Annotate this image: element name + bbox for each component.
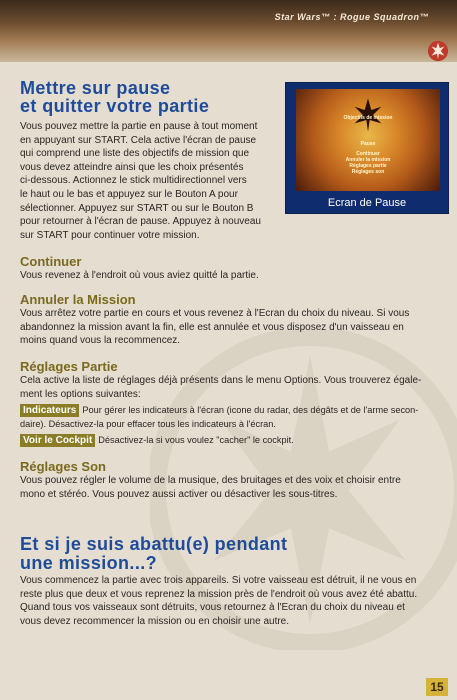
continuer-text: Vous revenez à l'endroit où vous aviez quitté la partie.: [20, 270, 259, 281]
reglages-son-line: mono et stéréo. Vous pouvez aussi activer ou désactiver les sous-titres.: [20, 488, 338, 500]
annuler-line: abandonnez la mission avant la fin, elle est annulée et vous disposez d'un vaisseau en: [20, 321, 404, 333]
screen-menu-reglages-partie: Réglages partie: [349, 163, 387, 169]
reglages-partie-paragraph: [20, 374, 445, 401]
reglages-son-line: Vous pouvez régler le volume de la musique, des bruitages et des voix et choisir entre: [20, 475, 401, 486]
intro-line: en appuyant sur START. Cela active l'écran de pause: [20, 134, 257, 146]
intro-line: sélectionner. Appuyez sur START ou sur le Bouton B: [20, 202, 254, 214]
intro-line: sur START pour continuer votre mission.: [20, 229, 200, 241]
pause-intro-paragraph: [20, 120, 282, 242]
indicateurs-tag: Indicateurs: [20, 404, 79, 417]
heading-continuer: Continuer: [20, 254, 82, 269]
intro-line: ci-dessous. Actionnez le stick multidirectionnel vers: [20, 175, 247, 187]
section-heading-abattu-line1: Et si je suis abattu(e) pendant: [20, 534, 288, 554]
abattu-line: vous devez recommencer la mission ou en choisir une autre.: [20, 615, 290, 627]
screen-menu-continuer: Continuer: [356, 151, 380, 157]
intro-line: pour retourner à l'écran de pause. Appuyez à nouveau: [20, 216, 261, 228]
intro-line: vous devez atteindre ainsi que les choix présentés: [20, 161, 244, 173]
abattu-line: Vous commencez la partie avec trois appareils. Si votre vaisseau est détruit, il ne vous en: [20, 575, 417, 586]
annuler-line: moins quand vous la recommencez.: [20, 335, 181, 347]
intro-line: Vous pouvez mettre la partie en pause à tout moment: [20, 121, 258, 132]
intro-line: qui comprend une liste des objectifs de mission que: [20, 148, 250, 160]
indicateurs-line1: [20, 404, 445, 418]
annuler-paragraph: [20, 307, 445, 348]
intro-line: le haut ou le bas et appuyez sur le Bouton A pour: [20, 188, 238, 200]
screen-menu-annuler: Annuler la mission: [345, 157, 391, 163]
reglages-partie-line: ment les options suivantes:: [20, 388, 141, 400]
heading-reglages-partie: Réglages Partie: [20, 359, 118, 374]
cockpit-desc: Désactivez-la si vous voulez "cacher" le cockpit.: [98, 435, 294, 445]
annuler-line: Vous arrêtez votre partie en cours et vous revenez à l'Ecran du choix du niveau. Si vous: [20, 308, 410, 319]
section-heading-pause-line1: Mettre sur pause: [20, 78, 171, 98]
indicateurs-option: [20, 404, 445, 431]
section-heading-abattu-line2: une mission...?: [20, 553, 158, 573]
abattu-line: Quand tous vos vaisseaux sont détruits, vous retournez à l'Ecran du choix du niveau et: [20, 602, 405, 614]
indicateurs-desc-line2: daire). Désactivez-la pour effacer tous les indicateurs à l'écran.: [20, 418, 276, 429]
screen-menu-reglages-son: Réglages son: [351, 169, 385, 175]
header-band: [0, 0, 457, 62]
pause-screen-render: [296, 89, 440, 191]
indicateurs-desc: Pour gérer les indicateurs à l'écran (icone du radar, des dégâts et de l'arme secon-: [82, 405, 419, 415]
pause-screen-caption: Ecran de Pause: [327, 197, 407, 209]
cockpit-tag: Voir le Cockpit: [20, 434, 95, 447]
reglages-partie-line: Cela active la liste de réglages déjà présents dans le menu Options. Vous trouverez égale-: [20, 375, 422, 386]
reglages-son-paragraph: [20, 474, 445, 501]
rebel-alliance-icon: [427, 40, 449, 62]
screen-objectives-label: Objectifs de mission: [343, 115, 393, 121]
header-title: Star Wars™ : Rogue Squadron™: [274, 12, 429, 22]
page-number: 15: [426, 678, 448, 696]
heading-reglages-son: Réglages Son: [20, 459, 106, 474]
abattu-paragraph: [20, 574, 450, 628]
pause-screen-image: [285, 82, 449, 214]
screen-pause-label: Pause: [360, 141, 376, 147]
abattu-line: reste plus que deux et vous reprenez la mission près de l'endroit où vous avez été abattu.: [20, 588, 418, 600]
cockpit-option: [20, 434, 445, 448]
section-heading-pause-line2: et quitter votre partie: [20, 96, 210, 116]
heading-annuler-mission: Annuler la Mission: [20, 292, 136, 307]
